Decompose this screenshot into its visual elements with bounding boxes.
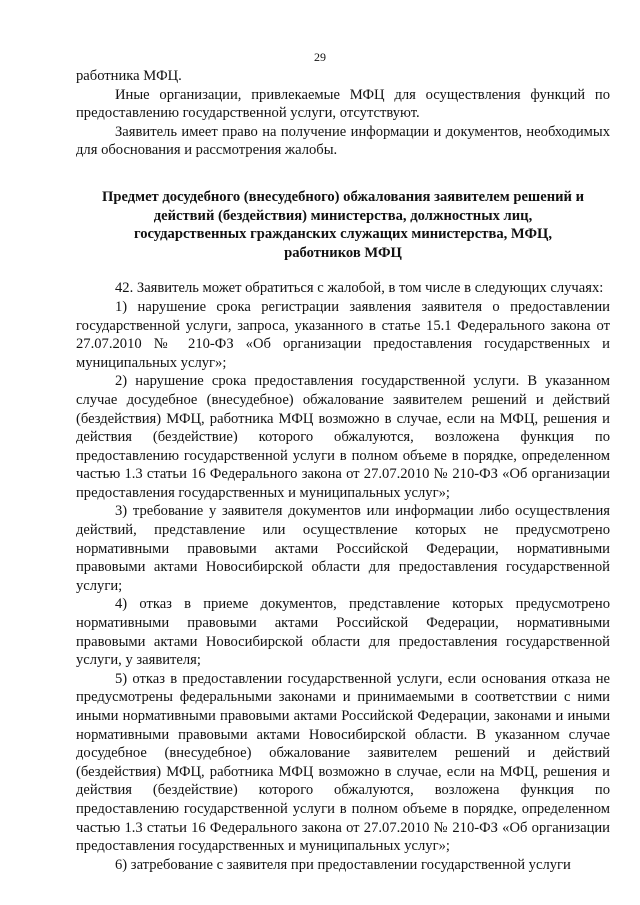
clause-item-1: 1) нарушение срока регистрации заявления заявителя о предоставлении государственной услуги, запроса, указанного в статье 15.1 Федерального закона от 27.07.2010 № 210-ФЗ «Об организации предоставления государственных и муниципальных услуг»; [76,298,610,371]
document-body [76,67,610,874]
paragraph-continuation: работника МФЦ. [76,68,182,84]
page-number: 29 [314,50,326,64]
clause-item-4: 4) отказ в приеме документов, представление которых предусмотрено нормативными правовыми актами Российской Федерации, нормативными правовыми актами Новосибирской области для предоставления государственной услуги, у заявителя; [76,596,610,669]
clause-42-intro: 42. Заявитель может обратиться с жалобой, в том числе в следующих случаях: [115,280,604,297]
clause-item-3: 3) требование у заявителя документов или информации либо осуществления действий, представление или осуществление которых не предусмотрено нормативными правовыми актами Российской Федерации, нормативными правовыми актами Новосибирской области для предоставления государственной услуги; [76,503,610,594]
section-heading: Предмет досудебного (внесудебного) обжалования заявителем решений и действий (бездействия) министерства, должностных лиц, государственных гражданских служащих министерства, МФЦ, работников МФЦ [102,188,584,261]
paragraph-other-organizations: Иные организации, привлекаемые МФЦ для осуществления функций по предоставлению государственной услуги, отсутствуют. [76,86,610,122]
clause-item-2: 2) нарушение срока предоставления государственной услуги. В указанном случае досудебное (внесудебное) обжалование заявителем решений и действий (бездействия) МФЦ, работника МФЦ возможно в случае, если на МФЦ, решения и действия (бездействие) которого обжалуются, возложена функция по предоставлению государственной услуги в полном объеме в порядке, определенном частью 1.3 статьи 16 Федерального закона от 27.07.2010 № 210-ФЗ «Об организации предоставления государственных и муниципальных услуг»; [76,373,610,501]
clause-item-6: 6) затребование с заявителя при предоставлении государственной услуги [115,856,571,873]
paragraph-applicant-rights: Заявитель имеет право на получение информации и документов, необходимых для обоснования и рассмотрения жалобы. [76,123,610,159]
clause-item-5: 5) отказ в предоставлении государственной услуги, если основания отказа не предусмотрены федеральными законами и принимаемыми в соответствии с ними иными нормативными правовыми актами Российской Федерации, законами и иными нормативными правовыми актами Новосибирской области. В указанном случае досудебное (внесудебное) обжалование заявителем решений и действий (бездействия) МФЦ, работника МФЦ возможно в случае, если на МФЦ, решения и действия (бездействие) которого обжалуются, возложена функция по предоставлению государственной услуги в полном объеме в порядке, определенном частью 1.3 статьи 16 Федерального закона от 27.07.2010 № 210-ФЗ «Об организации предоставления государственных и муниципальных услуг»; [76,670,610,855]
